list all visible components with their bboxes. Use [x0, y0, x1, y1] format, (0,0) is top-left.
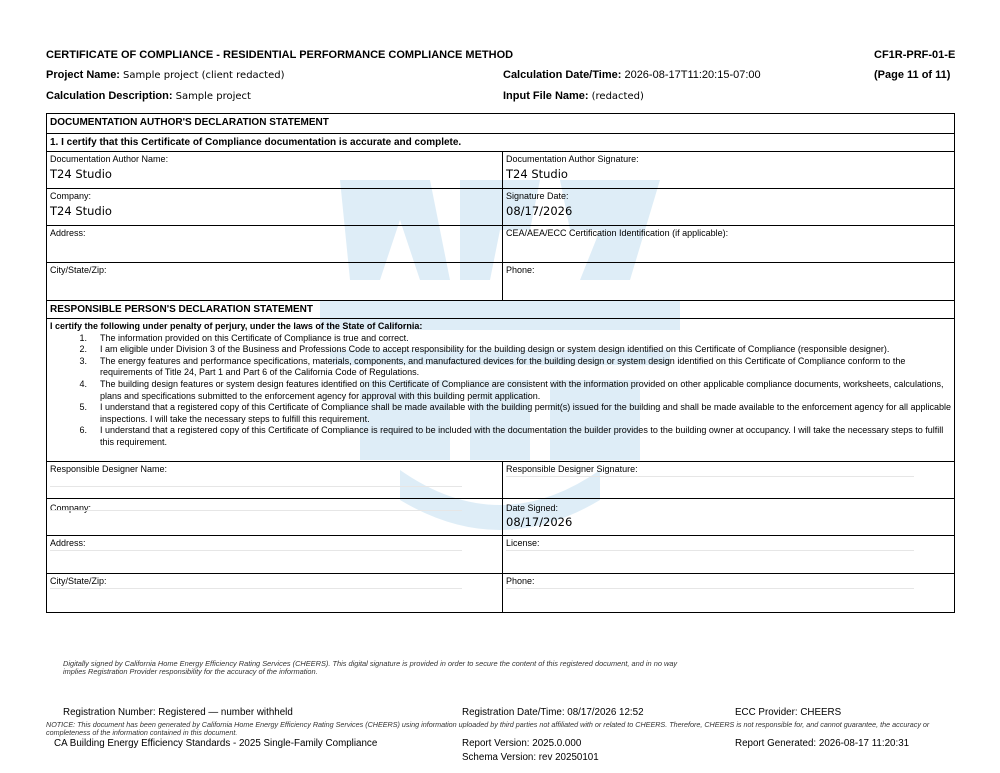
author-company-row	[47, 189, 954, 226]
designer-name-row	[47, 462, 954, 499]
author-name-value: T24 Studio	[50, 167, 112, 181]
designer-name-label: Responsible Designer Name:	[50, 464, 168, 474]
calc-datetime-label: Calculation Date/Time:	[503, 69, 622, 81]
statement-item	[50, 356, 951, 379]
designer-city-row	[47, 574, 954, 612]
project-name-label: Project Name:	[46, 69, 120, 81]
ecc-provider: ECC Provider: CHEERS	[735, 707, 842, 718]
date-signed-label: Date Signed:	[506, 503, 559, 513]
field-line	[50, 510, 462, 511]
statement-number: 4.	[79, 378, 87, 389]
field-line	[506, 550, 914, 551]
statement-list	[50, 333, 951, 449]
declaration-form	[46, 113, 955, 613]
statement-number: 3.	[79, 355, 87, 366]
date-signed-cell	[502, 499, 954, 535]
author-city-label: City/State/Zip:	[50, 265, 107, 275]
author-company-value: T24 Studio	[50, 204, 112, 218]
author-company-label: Company:	[50, 191, 92, 201]
document-title: CERTIFICATE OF COMPLIANCE - RESIDENTIAL PERFORMANCE COMPLIANCE METHOD	[46, 49, 514, 61]
designer-address-label: Address:	[50, 538, 86, 548]
license-label: License:	[506, 538, 540, 548]
author-signature-cell	[502, 152, 954, 188]
author-phone-label: Phone:	[506, 265, 535, 275]
calc-description-label: Calculation Description:	[46, 90, 173, 102]
author-name-row	[47, 152, 954, 189]
designer-company-cell	[47, 499, 502, 535]
responsible-statements	[47, 319, 954, 462]
designer-signature-label: Responsible Designer Signature:	[506, 464, 638, 474]
statement-number: 5.	[79, 402, 87, 413]
statement-item	[50, 425, 951, 448]
author-address-row	[47, 226, 954, 263]
report-generated: Report Generated: 2026-08-17 11:20:31	[735, 738, 910, 749]
license-cell	[502, 536, 954, 573]
registration-datetime: Registration Date/Time: 08/17/2026 12:52	[462, 707, 644, 718]
author-name-cell	[47, 152, 502, 188]
statement-number: 2.	[79, 344, 87, 355]
author-phone-cell	[502, 263, 954, 300]
author-address-cell	[47, 226, 502, 262]
statement-text: I understand that a registered copy of this Certificate of Compliance is required to be included with the documentation the builder provides to the building owner at occupancy. I will take the necessary steps to fulfill this requirement.	[100, 425, 944, 447]
project-name	[46, 69, 285, 81]
calc-datetime-value: 2026-08-17T11:20:15-07:00	[624, 69, 761, 81]
statement-text: The information provided on this Certificate of Compliance is true and correct.	[100, 332, 409, 343]
report-version: Report Version: 2025.0.000	[462, 738, 582, 749]
designer-phone-cell	[502, 574, 954, 612]
statement-number: 6.	[79, 425, 87, 436]
author-address-label: Address:	[50, 228, 86, 238]
author-signature-label: Documentation Author Signature:	[506, 154, 639, 164]
statement-item	[50, 344, 951, 356]
responsible-section-title: RESPONSIBLE PERSON'S DECLARATION STATEMENT	[47, 301, 954, 319]
designer-name-cell	[47, 462, 502, 498]
designer-address-row	[47, 536, 954, 574]
field-line	[50, 486, 462, 487]
schema-version: Schema Version: rev 20250101	[462, 752, 599, 763]
author-signature-value: T24 Studio	[506, 167, 568, 181]
calc-datetime	[503, 69, 761, 81]
designer-phone-label: Phone:	[506, 576, 535, 586]
calc-description	[46, 90, 251, 102]
registration-number: Registration Number: Registered — number withheld	[63, 707, 293, 718]
form-id: CF1R-PRF-01-E	[874, 49, 956, 61]
statement-item	[50, 402, 951, 425]
signature-date-value: 08/17/2026	[506, 204, 573, 218]
designer-signature-cell	[502, 462, 954, 498]
input-file-value: (redacted)	[591, 91, 644, 102]
designer-address-cell	[47, 536, 502, 573]
designer-company-row	[47, 499, 954, 536]
author-city-row	[47, 263, 954, 301]
certification-id-cell	[502, 226, 954, 262]
designer-company-label: Company:	[50, 503, 92, 513]
author-city-cell	[47, 263, 502, 300]
statement-item	[50, 333, 951, 345]
date-signed-value: 08/17/2026	[506, 515, 573, 529]
field-line	[506, 476, 914, 477]
statement-text: The energy features and performance specifications, materials, components, and manufactured devices for the building design or system design identified on this Certificate of Compliance conform to the requirements of Title 24, Part 1 and Part 6 of the California Code of Regulations.	[100, 355, 906, 378]
statement-item	[50, 379, 951, 402]
standards-label: CA Building Energy Efficiency Standards - 2025 Single-Family Compliance	[54, 738, 378, 749]
project-name-value: Sample project (client redacted)	[123, 70, 285, 81]
statement-text: I am eligible under Division 3 of the Business and Professions Code to accept responsibility for the building design or system design identified on this Certificate of Compliance (responsible designer).	[100, 344, 890, 355]
field-line	[50, 550, 462, 551]
input-file-label: Input File Name:	[503, 90, 589, 102]
calc-description-value: Sample project	[175, 91, 251, 102]
statement-text: I understand that a registered copy of this Certificate of Compliance shall be made available with the building permit(s) issued for the building and shall be made available to the enforcement agency for all applicable inspections. I will take the necessary steps to fulfill this requirement.	[100, 402, 951, 424]
responsible-intro: I certify the following under penalty of perjury, under the laws of the State of California:	[50, 321, 423, 331]
field-line	[506, 588, 914, 589]
statement-text: The building design features or system design features identified on this Certificate of Compliance are consistent with the information provided on other applicable compliance documents, worksheets, calculations, plans and specifications submitted to the enforcement agency for approval with this building permit application.	[100, 378, 944, 401]
signature-date-label: Signature Date:	[506, 191, 569, 201]
input-file	[503, 90, 644, 102]
statement-number: 1.	[79, 332, 87, 343]
author-certify-statement: 1. I certify that this Certificate of Compliance documentation is accurate and complete.	[47, 134, 954, 152]
certification-id-label: CEA/AEA/ECC Certification Identification (if applicable):	[506, 228, 729, 238]
designer-city-cell	[47, 574, 502, 612]
author-name-label: Documentation Author Name:	[50, 154, 169, 164]
cheers-notice: NOTICE: This document has been generated by California Home Energy Efficiency Rating Services (CHEERS) using information uploaded by third parties not affiliated with or related to CHEERS. Therefore, CHEERS is not responsible for, and cannot guarantee, the accuracy or completeness of the information contained in this document.	[46, 720, 930, 737]
page-number: (Page 11 of 11)	[874, 69, 951, 81]
author-section-title: DOCUMENTATION AUTHOR'S DECLARATION STATEMENT	[47, 114, 954, 134]
signature-date-cell	[502, 189, 954, 225]
digital-signature-note: Digitally signed by California Home Energy Efficiency Rating Services (CHEERS). This digital signature is provided in order to secure the content of this registered document, and in no way implies Registration Provider responsibility for the accuracy of the information.	[63, 659, 678, 676]
author-company-cell	[47, 189, 502, 225]
designer-city-label: City/State/Zip:	[50, 576, 107, 586]
field-line	[50, 588, 462, 589]
